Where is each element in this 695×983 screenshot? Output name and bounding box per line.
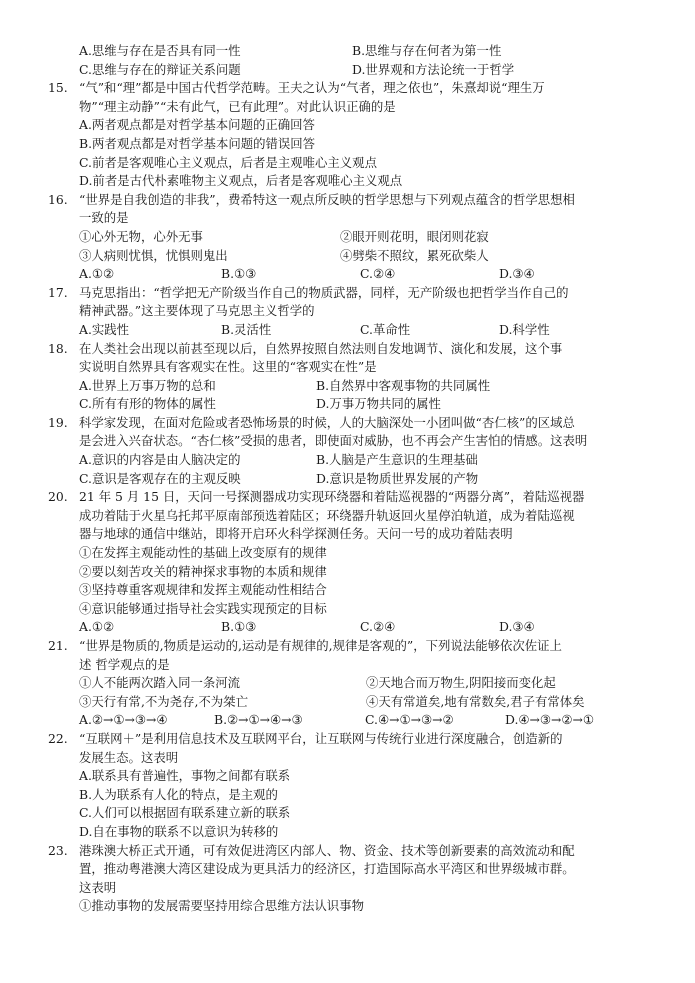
q20-option-b[interactable]: B.①③ — [221, 619, 257, 635]
q21-option-c[interactable]: C.④→①→③→② — [365, 712, 454, 728]
q16-options-row — [0, 265, 695, 284]
q17-option-c[interactable]: C.革命性 — [360, 321, 411, 337]
q18-stem-text: 在人类社会出现以前甚至现以后，自然界按照自然法则自发地调节、演化和发展，这个事 — [79, 340, 563, 356]
q14-option-a[interactable]: A.思维与存在是否具有同一性 — [79, 43, 241, 58]
q20-stem-line-1 — [0, 488, 695, 507]
q16-stem-text: “世界是自我创造的非我”，费希特这一观点所反映的哲学思想与下列观点蕴含的哲学思想相 — [79, 191, 575, 207]
q14-option-row-1 — [0, 42, 695, 61]
q17-option-d[interactable]: D.科学性 — [499, 321, 550, 337]
q15-stem-text: 物”“理主动静”“未有此气，已有此理”。对此认识正确的是 — [79, 98, 396, 114]
q17-number: 17. — [48, 284, 68, 300]
q17-option-a[interactable]: A.实践性 — [79, 321, 130, 337]
q18-option-d[interactable]: D.万事万物共同的属性 — [316, 396, 441, 412]
q20-options-row — [0, 618, 695, 637]
q21-options-row — [0, 711, 695, 730]
q20-item-1: ①在发挥主观能动性的基础上改变原有的规律 — [79, 545, 327, 561]
q20-stem-text: 器与地球的通信中继站，即将开启环火科学探测任务。天问一号的成功着陆表明 — [79, 526, 513, 542]
q19-option-a[interactable]: A.意识的内容是由人脑决定的 — [79, 452, 241, 468]
q23-stem-line-1 — [0, 842, 695, 861]
q22-stem-line-1 — [0, 730, 695, 749]
q22-option-b[interactable]: B.人为联系有人化的特点，是主观的 — [79, 786, 278, 802]
q16-items-row-2 — [0, 247, 695, 266]
q22-option-a[interactable]: A.联系具有普遍性，事物之间都有联系 — [79, 768, 291, 784]
q20-stem-text: 成功着陆于火星乌托邦平原南部预选着陆区；环绕器升轨返回火星停泊轨道，成为着陆巡视 — [79, 507, 575, 523]
q15-stem-text: “气”和“理”都是中国古代哲学范畴。王夫之认为“气者，理之依也”，朱熹却说“理生万 — [79, 80, 545, 96]
q21-items-row-1 — [0, 674, 695, 693]
q19-options-row-2 — [0, 470, 695, 489]
q18-stem-line-1 — [0, 340, 695, 359]
q20-stem-text: 21 年 5 月 15 日，天问一号探测器成功实现环绕器和着陆巡视器的“两器分离”，着陆巡视器 — [79, 489, 585, 505]
q18-stem-text: 实说明自然界具有客观实在性。这里的“客观实在性”是 — [79, 359, 377, 375]
q18-options-row-2 — [0, 395, 695, 414]
q16-item-2: ②眼开则花明，眼闭则花寂 — [340, 228, 489, 244]
q20-option-c[interactable]: C.②④ — [360, 619, 396, 635]
q14-option-c[interactable]: C.思维与存在的辩证关系问题 — [79, 61, 241, 77]
q18-option-a[interactable]: A.世界上万事万物的总和 — [79, 377, 216, 393]
q21-item-4: ④天有常道矣,地有常数矣,君子有常体矣 — [366, 693, 585, 709]
q17-stem-text: 马克思指出：“哲学把无产阶级当作自己的物质武器，同样，无产阶级也把哲学当作自己的 — [79, 284, 569, 300]
q22-option-d[interactable]: D.自在事物的联系不以意识为转移的 — [79, 823, 279, 839]
q23-stem-text: 港珠澳大桥正式开通，可有效促进湾区内部人、物、资金、技术等创新要素的高效流动和配 — [79, 842, 575, 858]
q20-number: 20. — [48, 489, 68, 505]
q18-options-row-1 — [0, 377, 695, 396]
q17-stem-line-1 — [0, 284, 695, 303]
q17-option-b[interactable]: B.灵活性 — [221, 321, 272, 337]
exam-page — [0, 42, 695, 916]
q21-stem-text: 述 哲学观点的是 — [79, 656, 170, 672]
q21-number: 21. — [48, 638, 68, 653]
q18-option-c[interactable]: C.所有有形的物体的属性 — [79, 396, 216, 412]
q20-item-2: ②要以刻苦攻关的精神探求事物的本质和规律 — [79, 563, 327, 579]
q16-option-a[interactable]: A.①② — [79, 266, 115, 282]
q15-option-a[interactable]: A.两者观点都是对哲学基本问题的正确回答 — [79, 117, 315, 133]
q21-option-d[interactable]: D.④→③→②→① — [505, 712, 595, 728]
q23-stem-text: 置，推动粤港澳大湾区建设成为更具活力的经济区，打造国际高水平湾区和世界级城市群。 — [79, 861, 575, 877]
q16-item-4: ④劈柴不照纹，累死砍柴人 — [340, 247, 489, 263]
q18-option-b[interactable]: B.自然界中客观事物的共同属性 — [316, 377, 491, 393]
q15-stem-line-2 — [0, 98, 695, 117]
q16-option-b[interactable]: B.①③ — [221, 266, 257, 282]
q19-option-c[interactable]: C.意识是客观存在的主观反映 — [79, 470, 241, 486]
q19-stem-line-1 — [0, 414, 695, 433]
q15-stem-line-1 — [0, 79, 695, 98]
q20-item-3: ③坚持尊重客观规律和发挥主观能动性相结合 — [79, 582, 327, 598]
q15-option-c[interactable]: C.前者是客观唯心主义观点，后者是主观唯心主义观点 — [79, 154, 377, 170]
q22-number: 22. — [48, 730, 68, 746]
q21-item-1: ①人不能两次踏入同一条河流 — [79, 675, 241, 691]
q15-option-d[interactable]: D.前者是古代朴素唯物主义观点，后者是客观唯心主义观点 — [79, 173, 403, 189]
q16-option-d[interactable]: D.③④ — [499, 266, 535, 282]
q22-stem-text: “互联网＋”是利用信息技术及互联网平台，让互联网与传统行业进行深度融合，创造新的 — [79, 730, 563, 746]
q19-options-row-1 — [0, 451, 695, 470]
q22-option-c[interactable]: C.人们可以根据固有联系建立新的联系 — [79, 805, 291, 821]
q21-item-2: ②天地合而万物生,阴阳接而变化起 — [366, 675, 556, 691]
q23-number: 23. — [48, 842, 68, 858]
q21-option-b[interactable]: B.②→①→④→③ — [214, 712, 303, 728]
q14-option-row-2 — [0, 61, 695, 80]
q23-item-1: ①推动事物的发展需要坚持用综合思维方法认识事物 — [79, 898, 364, 914]
q21-item-3: ③天行有常,不为尧存,不为桀亡 — [79, 693, 248, 709]
q22-stem-text: 发展生态。这表明 — [79, 749, 179, 765]
q21-stem-line-1 — [0, 637, 695, 656]
q14-option-d[interactable]: D.世界观和方法论统一于哲学 — [352, 61, 515, 77]
q18-number: 18. — [48, 340, 68, 356]
q21-items-row-2 — [0, 693, 695, 712]
q21-option-a[interactable]: A.②→①→③→④ — [79, 712, 168, 728]
q17-options-row — [0, 321, 695, 340]
q16-option-c[interactable]: C.②④ — [360, 266, 396, 282]
q20-option-a[interactable]: A.①② — [79, 619, 115, 635]
q16-items-row-1 — [0, 228, 695, 247]
q16-item-1: ①心外无物，心外无事 — [79, 228, 203, 244]
q21-stem-text: “世界是物质的,物质是运动的,运动是有规律的,规律是客观的”，下列说法能够依次佐证上 — [79, 638, 562, 653]
q20-item-4: ④意识能够通过指导社会实践实现预定的目标 — [79, 600, 327, 616]
q16-number: 16. — [48, 191, 68, 207]
q15-number: 15. — [48, 80, 68, 96]
q20-option-d[interactable]: D.③④ — [499, 619, 535, 635]
q16-stem-text: 一致的是 — [79, 210, 129, 226]
q23-stem-text: 这表明 — [79, 879, 117, 895]
q16-item-3: ③人病则忧惧，忧惧则鬼出 — [79, 247, 228, 263]
q16-stem-line-1 — [0, 191, 695, 210]
q19-stem-text: 科学家发现，在面对危险或者恐怖场景的时候，人的大脑深处一小团叫做“杏仁核”的区域总 — [79, 414, 575, 430]
q17-stem-text: 精神武器。”这主要体现了马克思主义哲学的 — [79, 303, 315, 319]
q19-option-d[interactable]: D.意识是物质世界发展的产物 — [316, 470, 479, 486]
q15-option-b[interactable]: B.两者观点都是对哲学基本问题的错误回答 — [79, 135, 316, 151]
q19-option-b[interactable]: B.人脑是产生意识的生理基础 — [316, 452, 478, 468]
q14-option-b[interactable]: B.思维与存在何者为第一性 — [352, 43, 502, 58]
q19-number: 19. — [48, 414, 68, 430]
q19-stem-text: 是会进入兴奋状态。“杏仁核”受损的患者，即使面对威胁，也不再会产生害怕的情感。这表明 — [79, 433, 588, 449]
